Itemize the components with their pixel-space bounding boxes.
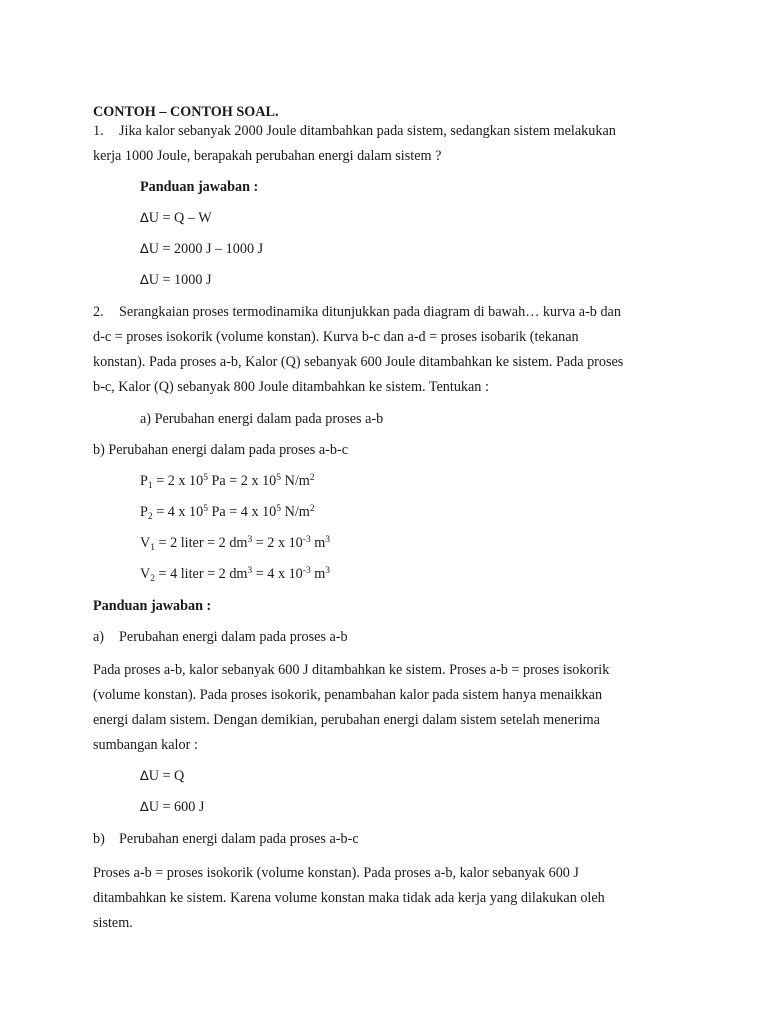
answer-a-equation-2 bbox=[140, 798, 204, 817]
answer-b-paragraph-line-3: sistem. bbox=[93, 915, 133, 931]
v2-part-c: m bbox=[310, 566, 326, 582]
p1-exp-3: 2 bbox=[309, 473, 315, 483]
q1-eq2-text: U = 2000 J – 1000 J bbox=[148, 241, 264, 257]
answer-b-number: b) bbox=[93, 831, 105, 847]
delta-symbol: ∆ bbox=[140, 800, 149, 815]
q1-text-1: Jika kalor sebanyak 2000 Joule ditambahkan pada sistem, sedangkan sistem melakukan bbox=[119, 123, 616, 139]
p1-subscript: 1 bbox=[147, 481, 153, 491]
p1-symbol: P bbox=[140, 473, 148, 489]
q2-line-4: b-c, Kalor (Q) sebanyak 800 Joule ditambahkan ke sistem. Tentukan : bbox=[93, 379, 489, 395]
q1-line-1 bbox=[93, 122, 616, 140]
answer-a-paragraph-line-1: Pada proses a-b, kalor sebanyak 600 J ditambahkan ke sistem. Proses a-b = proses isokorik bbox=[93, 662, 610, 678]
q2-text-1: Serangkaian proses termodinamika ditunjukkan pada diagram di bawah… kurva a-b dan bbox=[119, 304, 621, 320]
q1-guide-heading: Panduan jawaban : bbox=[140, 179, 259, 195]
q1-number: 1. bbox=[93, 123, 104, 139]
delta-symbol: ∆ bbox=[140, 242, 149, 257]
answer-a-eq2-text: U = 600 J bbox=[148, 799, 205, 815]
p2-part-a: = 4 x 10 bbox=[152, 504, 204, 520]
answer-a-equation-1 bbox=[140, 767, 184, 786]
delta-symbol: ∆ bbox=[140, 211, 149, 226]
answer-b-paragraph-line-1: Proses a-b = proses isokorik (volume konstan). Pada proses a-b, kalor sebanyak 600 J bbox=[93, 865, 579, 881]
q1-equation-3 bbox=[140, 271, 212, 290]
v2-exp-1: 3 bbox=[247, 566, 253, 576]
answer-a-title: Perubahan energi dalam pada proses a-b bbox=[119, 629, 348, 645]
v1-exp-2: -3 bbox=[302, 535, 311, 545]
answer-a-heading bbox=[93, 628, 348, 646]
answer-b-paragraph-line-2: ditambahkan ke sistem. Karena volume konstan maka tidak ada kerja yang dilakukan oleh bbox=[93, 890, 605, 906]
v1-part-a: = 2 liter = 2 dm bbox=[155, 535, 248, 551]
v1-part-c: m bbox=[310, 535, 326, 551]
given-p2 bbox=[140, 503, 315, 521]
q1-equation-1 bbox=[140, 209, 212, 228]
p2-symbol: P bbox=[140, 504, 148, 520]
delta-symbol: ∆ bbox=[140, 769, 149, 784]
answer-guide-heading: Panduan jawaban : bbox=[93, 598, 212, 614]
q2-line-2: d-c = proses isokorik (volume konstan). Kurva b-c dan a-d = proses isobarik (tekanan bbox=[93, 329, 579, 345]
p1-part-c: N/m bbox=[281, 473, 310, 489]
v1-exp-1: 3 bbox=[247, 535, 253, 545]
q2-line-1 bbox=[93, 303, 621, 321]
v1-subscript: 1 bbox=[150, 543, 155, 553]
p2-part-c: N/m bbox=[281, 504, 310, 520]
v1-exp-3: 3 bbox=[325, 535, 331, 545]
v1-part-b: = 2 x 10 bbox=[252, 535, 303, 551]
q2-task-a: a) Perubahan energi dalam pada proses a-b bbox=[140, 411, 384, 427]
delta-symbol: ∆ bbox=[140, 273, 149, 288]
q2-number: 2. bbox=[93, 304, 104, 320]
given-v1 bbox=[140, 534, 330, 552]
answer-a-paragraph-line-3: energi dalam sistem. Dengan demikian, perubahan energi dalam sistem setelah menerima bbox=[93, 712, 600, 728]
p2-part-b: Pa = 4 x 10 bbox=[207, 504, 277, 520]
p1-exp-2: 5 bbox=[276, 473, 282, 483]
v2-subscript: 2 bbox=[150, 574, 155, 584]
answer-b-heading bbox=[93, 830, 359, 848]
p1-part-a: = 2 x 10 bbox=[152, 473, 204, 489]
q1-line-2: kerja 1000 Joule, berapakah perubahan energi dalam sistem ? bbox=[93, 148, 442, 164]
v2-part-b: = 4 x 10 bbox=[252, 566, 303, 582]
v2-exp-3: 3 bbox=[325, 566, 331, 576]
p2-exp-2: 5 bbox=[276, 504, 282, 514]
answer-a-number: a) bbox=[93, 629, 105, 645]
q2-task-b: b) Perubahan energi dalam pada proses a-b-c bbox=[93, 442, 349, 458]
p2-exp-1: 5 bbox=[203, 504, 208, 514]
v2-symbol: V bbox=[140, 566, 151, 582]
q1-equation-2 bbox=[140, 240, 263, 259]
given-p1 bbox=[140, 472, 315, 490]
q1-eq3-text: U = 1000 J bbox=[148, 272, 212, 288]
given-v2 bbox=[140, 565, 330, 583]
v1-symbol: V bbox=[140, 535, 151, 551]
v2-part-a: = 4 liter = 2 dm bbox=[155, 566, 248, 582]
answer-a-paragraph-line-4: sumbangan kalor : bbox=[93, 737, 198, 753]
heading: CONTOH – CONTOH SOAL. bbox=[93, 104, 279, 120]
p1-part-b: Pa = 2 x 10 bbox=[207, 473, 277, 489]
q2-line-3: konstan). Pada proses a-b, Kalor (Q) sebanyak 600 Joule ditambahkan ke sistem. Pada proses bbox=[93, 354, 624, 370]
answer-a-eq1-text: U = Q bbox=[148, 768, 185, 784]
answer-a-paragraph-line-2: (volume konstan). Pada proses isokorik, penambahan kalor pada sistem hanya menaikkan bbox=[93, 687, 603, 703]
p2-subscript: 2 bbox=[147, 512, 153, 522]
answer-b-title: Perubahan energi dalam pada proses a-b-c bbox=[119, 831, 359, 847]
p1-exp-1: 5 bbox=[203, 473, 208, 483]
q1-eq1-text: U = Q – W bbox=[148, 210, 212, 226]
v2-exp-2: -3 bbox=[302, 566, 311, 576]
p2-exp-3: 2 bbox=[309, 504, 315, 514]
